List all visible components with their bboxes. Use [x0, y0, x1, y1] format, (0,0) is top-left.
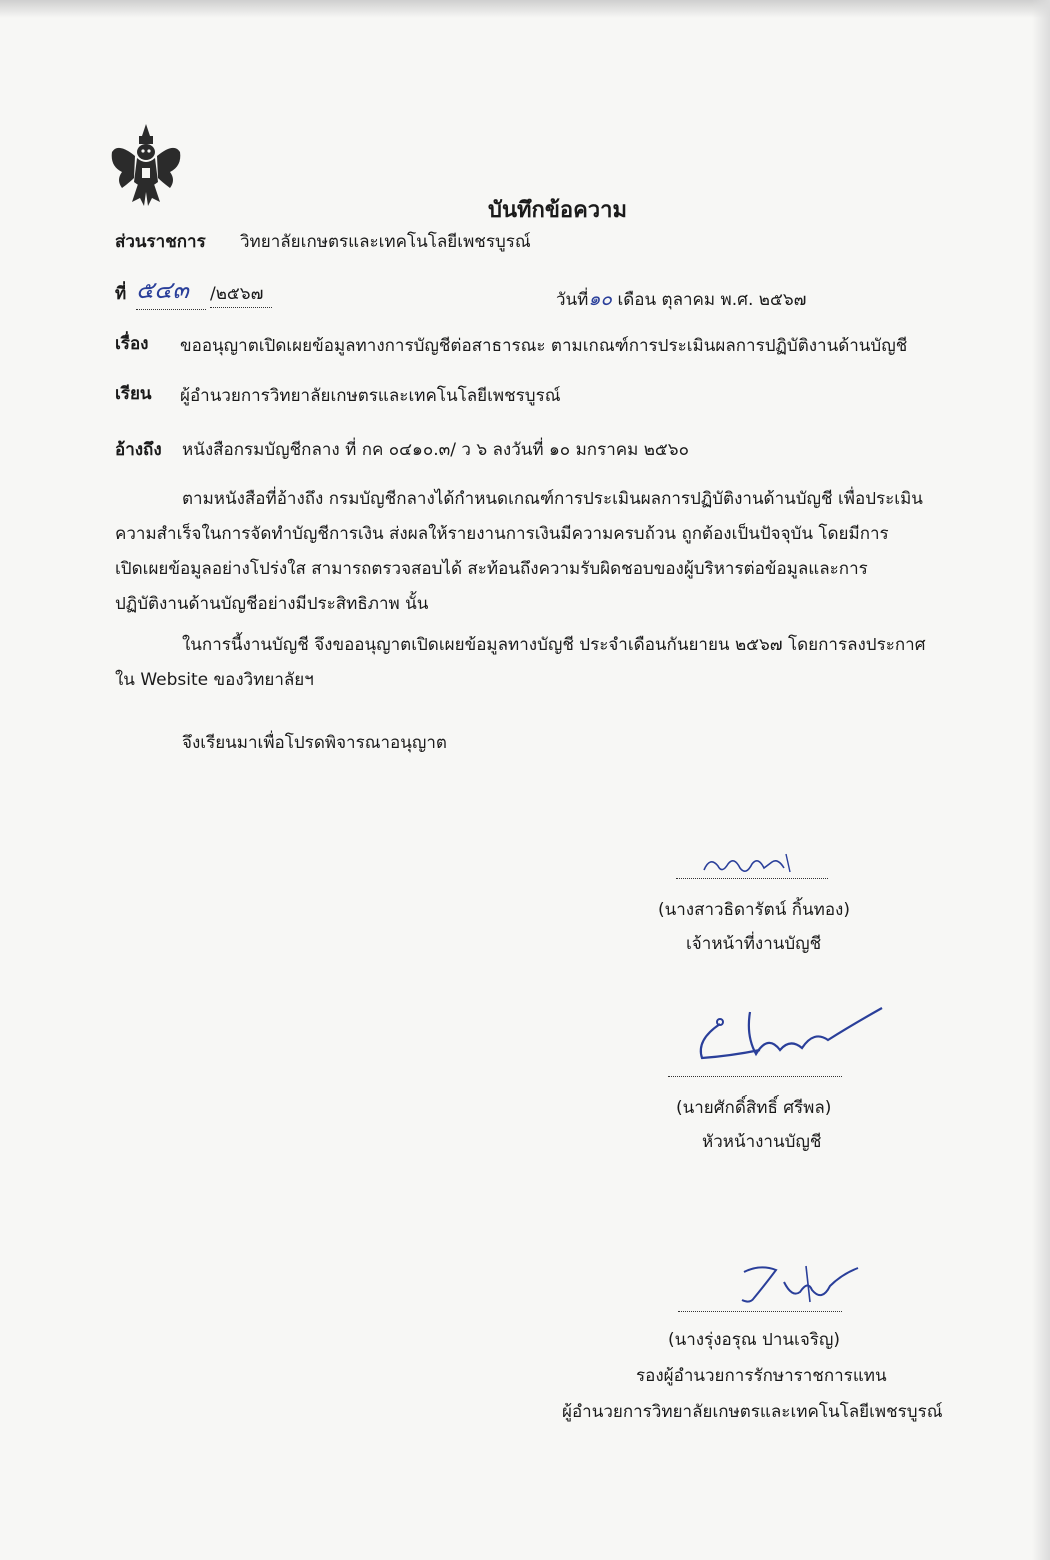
garuda-emblem-icon [108, 122, 184, 208]
to-value: ผู้อำนวยการวิทยาลัยเกษตรและเทคโนโลยีเพชรบูรณ์ [180, 386, 561, 406]
subject-label: เรื่อง [115, 334, 149, 354]
scan-edge-right [1032, 0, 1050, 1560]
number-label: ที่ [115, 284, 127, 304]
signature-3-mark [730, 1262, 870, 1310]
signature-2-mark [690, 1000, 890, 1072]
date-day: ๑๐ [588, 288, 613, 310]
body-para2-line1: ในการนี้งานบัญชี จึงขออนุญาตเปิดเผยข้อมูลทางบัญชี ประจำเดือนกันยายน ๒๕๖๗ โดยการลงประกาศ [182, 635, 926, 655]
signature-3-line [678, 1305, 842, 1312]
signature-3-position: รองผู้อำนวยการรักษาราชการแทน [636, 1366, 887, 1386]
body-para1-line2: ความสำเร็จในการจัดทำบัญชีการเงิน ส่งผลให้รายงานการเงินมีความครบถ้วน ถูกต้องเป็นปัจจุบัน โดยมีการ [115, 524, 889, 544]
number-suffix: /๒๕๖๗ [210, 280, 272, 308]
agency-label: ส่วนราชการ [115, 232, 206, 252]
signature-1-line [676, 872, 828, 879]
date-line [556, 284, 806, 314]
signature-3-position2: ผู้อำนวยการวิทยาลัยเกษตรและเทคโนโลยีเพชรบูรณ์ [562, 1402, 943, 1422]
closing-line: จึงเรียนมาเพื่อโปรดพิจารณาอนุญาต [182, 733, 447, 753]
signature-1-name: (นางสาวธิดารัตน์ กิ้นทอง) [658, 900, 850, 920]
body-para1-line3: เปิดเผยข้อมูลอย่างโปร่งใส สามารถตรวจสอบได้ สะท้อนถึงความรับผิดชอบของผู้บริหารต่อข้อมูลและการ [115, 559, 868, 579]
signature-2-position: หัวหน้างานบัญชี [702, 1132, 822, 1152]
body-para1-line1: ตามหนังสือที่อ้างถึง กรมบัญชีกลางได้กำหนดเกณฑ์การประเมินผลการปฏิบัติงานด้านบัญชี เพื่อประเมิน [182, 489, 923, 509]
signature-2-line [668, 1070, 842, 1077]
agency-value: วิทยาลัยเกษตรและเทคโนโลยีเพชรบูรณ์ [240, 232, 531, 252]
date-year: ๒๕๖๗ [758, 290, 807, 310]
subject-value: ขออนุญาตเปิดเผยข้อมูลทางการบัญชีต่อสาธารณะ ตามเกณฑ์การประเมินผลการปฏิบัติงานด้านบัญชี [180, 336, 908, 356]
date-year-label: พ.ศ. [720, 290, 754, 310]
signature-2-name: (นายศักดิ์สิทธิ์ ศรีพล) [676, 1098, 832, 1118]
page-title: บันทึกข้อความ [488, 198, 628, 223]
body-para1-line4: ปฏิบัติงานด้านบัญชีอย่างมีประสิทธิภาพ นั้น [115, 594, 429, 614]
signature-1-position: เจ้าหน้าที่งานบัญชี [686, 934, 822, 954]
to-label: เรียน [115, 384, 152, 404]
body-para2-line2: ใน Website ของวิทยาลัยฯ [115, 670, 314, 690]
signature-3-name: (นางรุ่งอรุณ ปานเจริญ) [668, 1330, 841, 1350]
reference-value: หนังสือกรมบัญชีกลาง ที่ กค ๐๔๑๐.๓/ ว ๖ ลงวันที่ ๑๐ มกราคม ๒๕๖๐ [182, 440, 689, 460]
reference-label: อ้างถึง [115, 440, 162, 460]
scan-edge [0, 0, 1050, 18]
date-label: วันที่ [556, 290, 589, 310]
number-value: ๕๔๓ [136, 270, 206, 310]
date-month-label: เดือน [617, 290, 657, 310]
date-month: ตุลาคม [661, 290, 716, 310]
